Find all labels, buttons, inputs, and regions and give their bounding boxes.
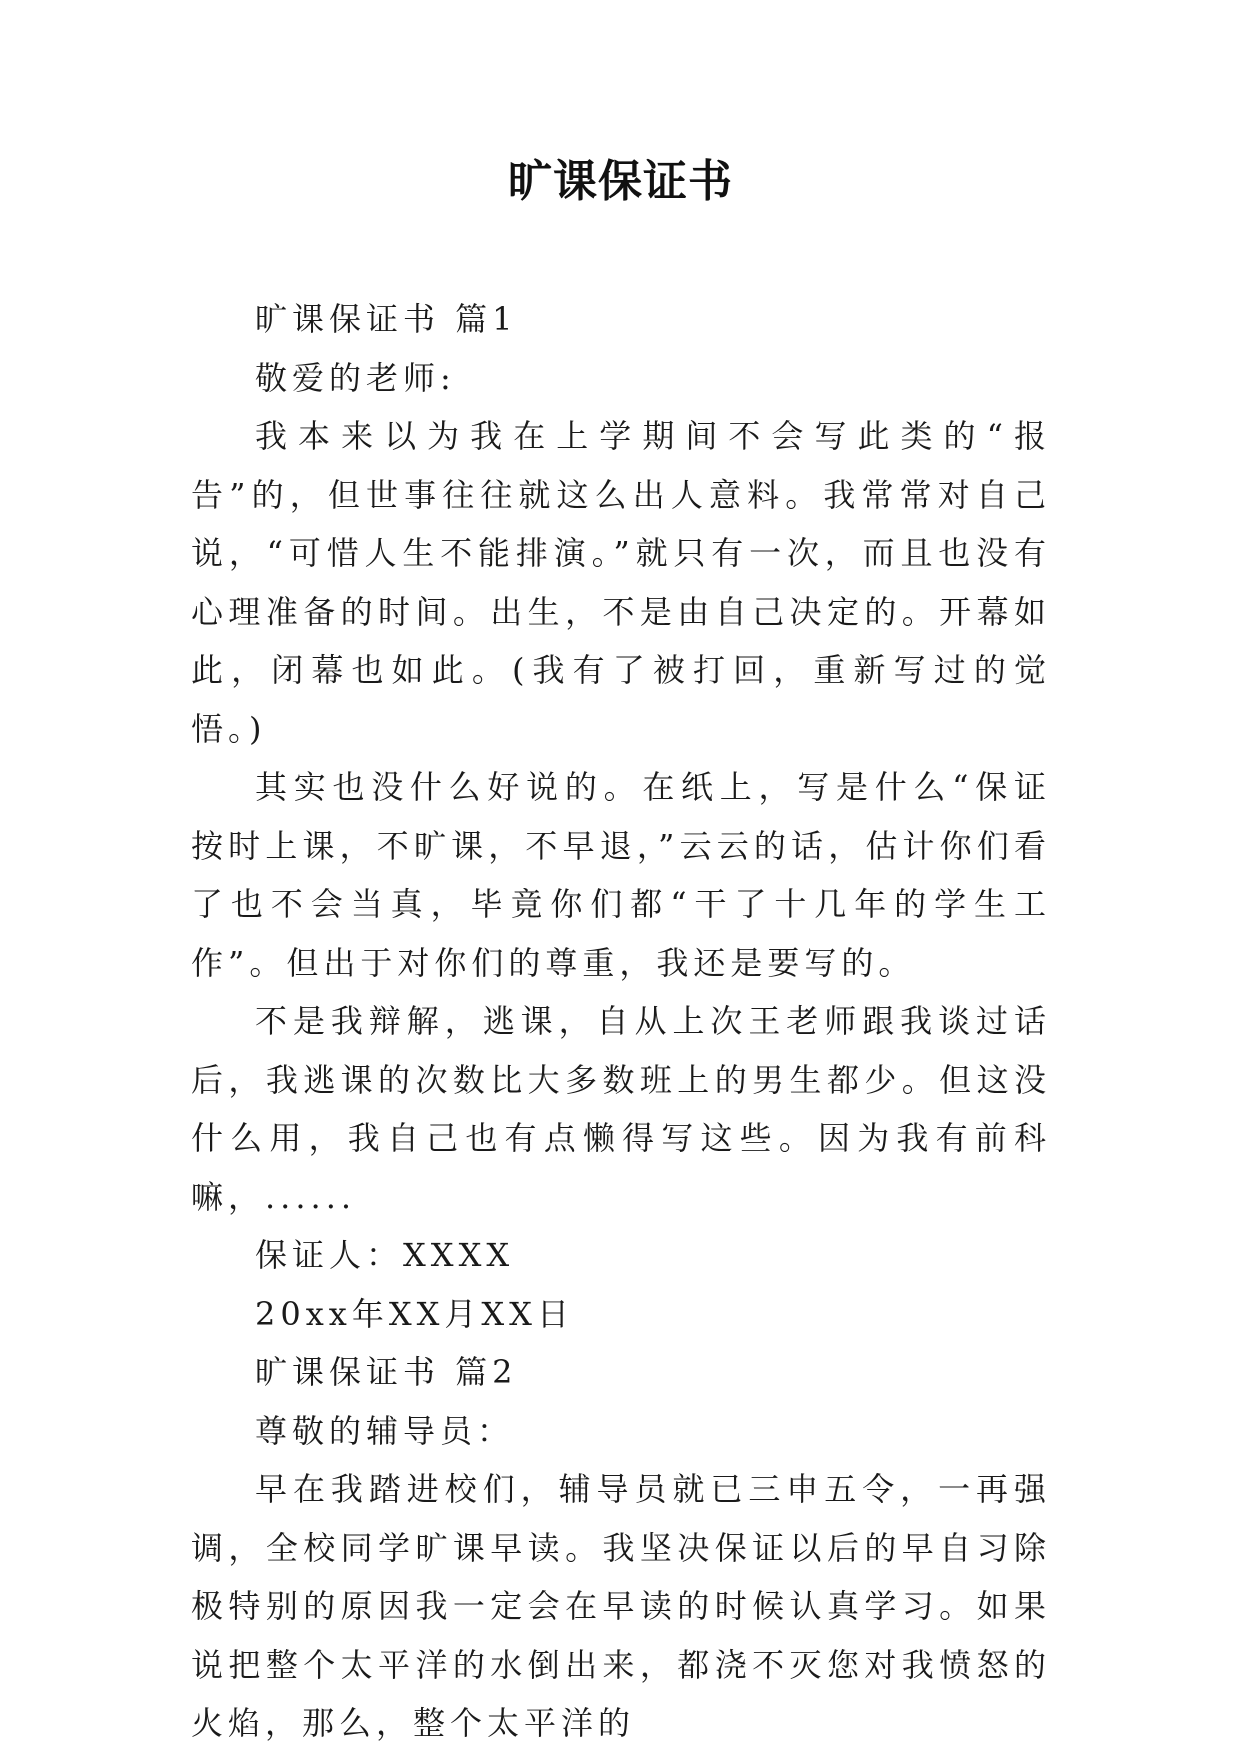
document-title: 旷课保证书 <box>508 156 733 207</box>
salutation-1: 敬爱的老师: <box>255 358 456 397</box>
section-heading-1: 旷课保证书 篇1 <box>255 300 518 338</box>
body-paragraph: 我本来以为我在上学期间不会写此类的“报告”的，但世事往往就这么出人意料。我常常对自己说，“可惜人生不能排演。”就只有一次，而且也没有心理准备的时间。出生，不是由自己决定的。开幕如此，闭幕也如此。(我有了被打回，重新写过的觉悟。) <box>191 417 1051 748</box>
date-line: 20xx年XX月XX日 <box>255 1294 574 1333</box>
section-heading-2: 旷课保证书 篇2 <box>255 1353 518 1391</box>
salutation-2: 尊敬的辅导员： <box>255 1411 515 1450</box>
body-paragraph: 其实也没什么好说的。在纸上，写是什么“保证按时上课，不旷课，不早退，”云云的话，估计你们看了也不会当真，毕竟你们都“干了十几年的学生工作”。但出于对你们的尊重，我还是要写的。 <box>191 768 1051 982</box>
body-paragraph: 早在我踏进校们，辅导员就已三申五令，一再强调，全校同学旷课早读。我坚决保证以后的早自习除极特别的原因我一定会在早读的时候认真学习。如果说把整个太平洋的水倒出来，都浇不灭您对我愤怒的火焰，那么，整个太平洋的 <box>191 1470 1051 1742</box>
signer-line: 保证人：XXXX <box>255 1236 515 1274</box>
body-paragraph: 不是我辩解，逃课，自从上次王老师跟我谈过话后，我逃课的次数比大多数班上的男生都少。但这没什么用，我自己也有点懒得写这些。因为我有前科嘛，...... <box>191 1002 1051 1216</box>
document-body <box>191 290 1051 1753</box>
